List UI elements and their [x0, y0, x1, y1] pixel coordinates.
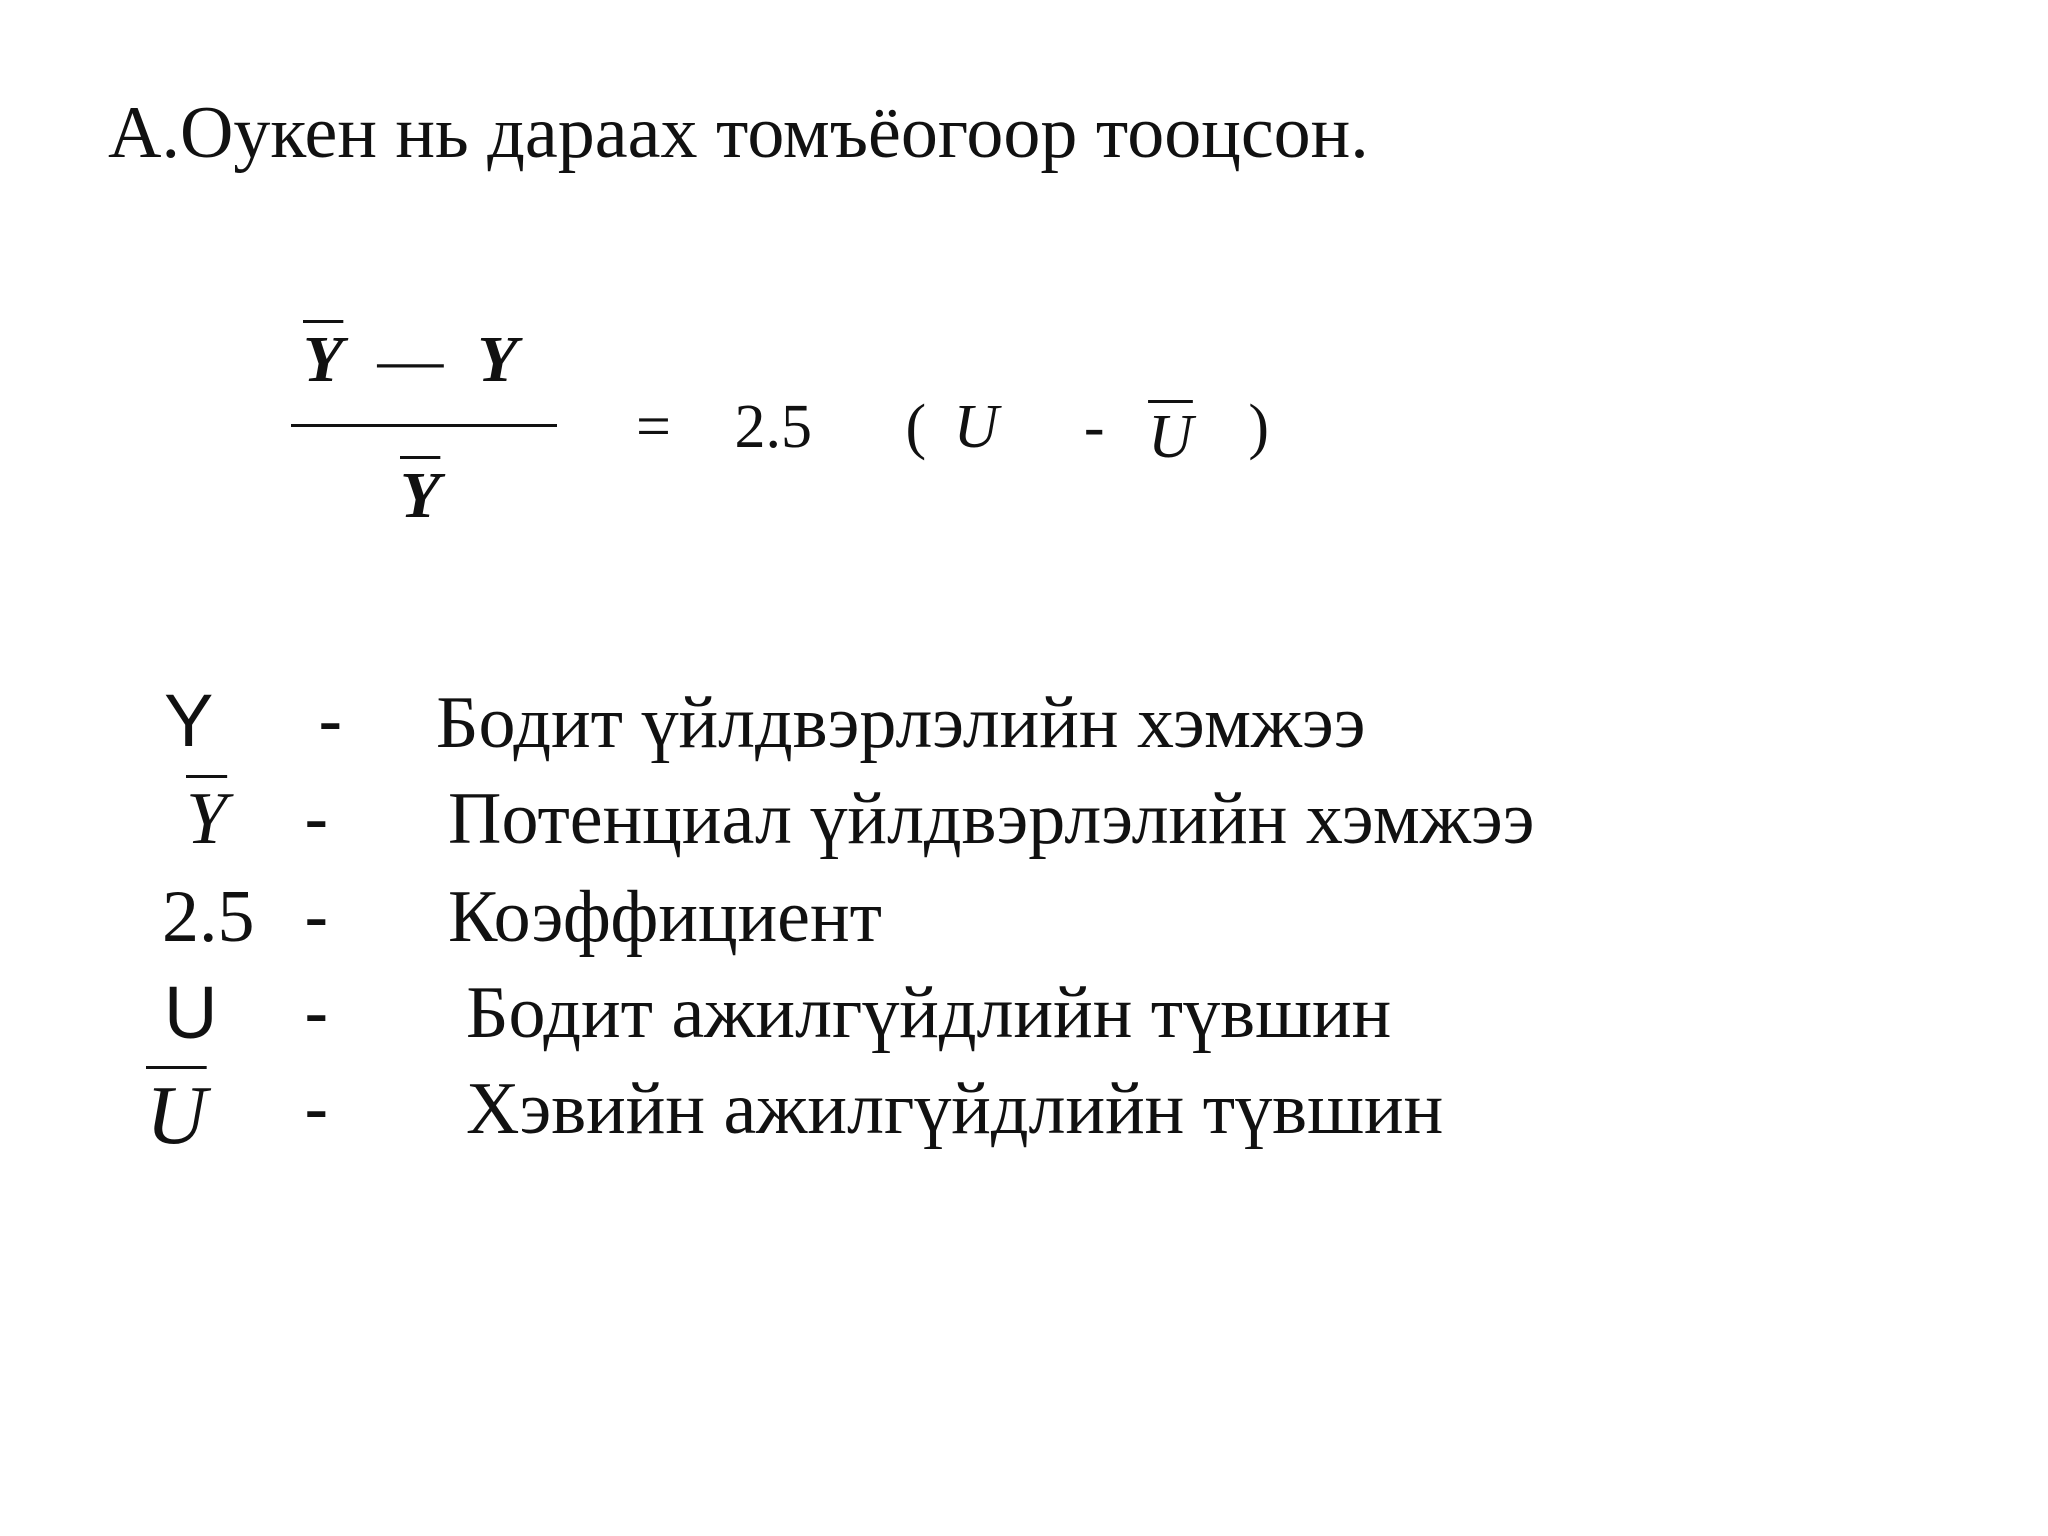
legend-dash: -: [304, 1067, 329, 1150]
legend-dash: -: [304, 875, 329, 958]
slide-title: А.Оукен нь дараах томъёогоор тооцсон.: [108, 92, 1369, 174]
legend-dash: -: [304, 971, 329, 1054]
legend-description: Бодит үйлдвэрлэлийн хэмжээ: [436, 682, 1366, 764]
fraction-denominator: $\overline{Y}$: [400, 459, 441, 532]
open-paren: (: [905, 393, 927, 461]
unemployment-symbol: U: [953, 393, 999, 461]
fraction-numerator: [303, 322, 518, 398]
minus-sign-2: -: [1083, 393, 1105, 461]
legend-description: Хэвийн ажилгүйдлийн түвшин: [466, 1068, 1444, 1150]
natural-unemployment-symbol: $\overline{U}$: [1148, 403, 1193, 471]
legend-dash: -: [318, 679, 343, 762]
formula-right-side: [636, 392, 1269, 471]
legend-description: Бодит ажилгүйдлийн түвшин: [466, 972, 1392, 1054]
legend-description: Потенциал үйлдвэрлэлийн хэмжээ: [448, 778, 1535, 860]
equals-sign: =: [636, 393, 671, 461]
close-paren: ): [1248, 393, 1269, 461]
coefficient-value: 2.5: [734, 393, 812, 461]
potential-output-symbol: $\overline{Y}$: [303, 323, 344, 396]
legend-symbol: U: [164, 971, 218, 1054]
legend-symbol: $\overline{Y}$: [186, 778, 228, 860]
legend-symbol: $\overline{U}$: [146, 1069, 207, 1162]
legend-dash: -: [304, 777, 329, 860]
actual-output-symbol: Y: [477, 323, 518, 396]
legend-symbol: 2.5: [162, 876, 255, 958]
fraction-bar: [291, 424, 557, 427]
legend-symbol: Y: [164, 679, 214, 762]
legend-description: Коэффициент: [448, 876, 882, 958]
minus-sign: —: [377, 323, 444, 396]
